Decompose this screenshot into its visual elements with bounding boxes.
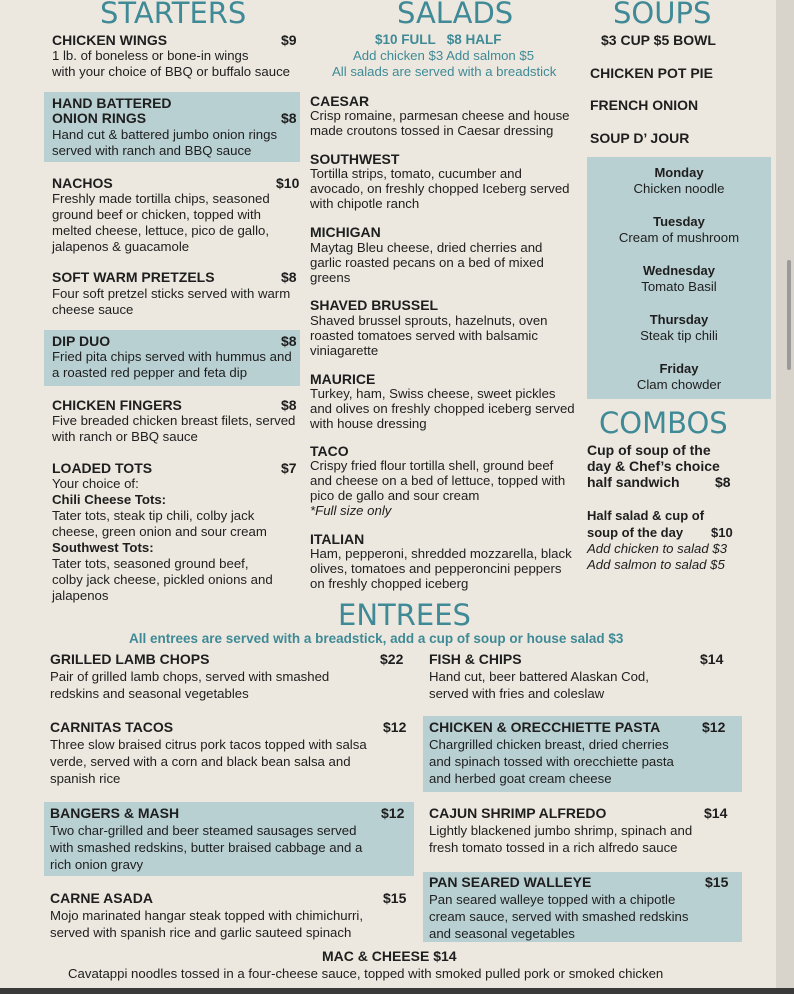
soup-of-day: Cream of mushroom — [618, 230, 740, 245]
salad-desc: Turkey, ham, Swiss cheese, sweet pickles — [310, 386, 556, 401]
soup-day: Thursday — [649, 312, 709, 327]
entree-desc: Pair of grilled lamb chops, served with smashed — [50, 669, 330, 684]
salad-addons: Add chicken $3 Add salmon $5 — [353, 48, 535, 63]
entree-desc: Pan seared walleye topped with a chipotle — [429, 892, 676, 907]
salad-name: SOUTHWEST — [310, 151, 400, 167]
scrollbar-thumb[interactable] — [787, 260, 791, 370]
entree-desc: and spinach tossed with orecchiette pasta — [429, 754, 674, 769]
salad-desc: pico de gallo and sour cream — [310, 488, 480, 503]
salad-desc: roasted tomatoes served with balsamic — [310, 328, 538, 343]
entree-name: GRILLED LAMB CHOPS — [50, 651, 210, 667]
entree-price: $14 — [704, 805, 728, 821]
starter-name: CHICKEN WINGS — [52, 32, 168, 48]
soup-day: Friday — [659, 361, 699, 376]
soups-title: SOUPS — [613, 0, 712, 30]
entree-name: BANGERS & MASH — [50, 805, 180, 821]
soup-day: Tuesday — [653, 214, 705, 229]
entree-name: CHICKEN & ORECCHIETTE PASTA — [429, 719, 661, 735]
salad-prices: $10 FULL $8 HALF — [375, 32, 502, 47]
entree-desc: Mojo marinated hangar steak topped with chimichurri, — [50, 908, 363, 923]
entree-desc: Three slow braised citrus pork tacos topped with salsa — [50, 737, 367, 752]
entree-desc: Lightly blackened jumbo shrimp, spinach and — [429, 823, 693, 838]
starter-desc: jalapenos — [52, 588, 109, 603]
soup-of-day: Clam chowder — [636, 377, 722, 392]
salad-name: CAESAR — [310, 93, 370, 109]
entree-desc: served with fries and coleslaw — [429, 686, 605, 701]
entree-desc: served with spanish rice and garlic sauteed spinach — [50, 925, 352, 940]
entree-desc: Hand cut, beer battered Alaskan Cod, — [429, 669, 649, 684]
combo-addon: Add salmon to salad $5 — [587, 557, 725, 572]
entree-price: $22 — [380, 651, 404, 667]
entree-desc: spanish rice — [50, 771, 121, 786]
entrees-title: ENTREES — [338, 598, 471, 632]
salad-name: TACO — [310, 443, 349, 459]
entree-desc: and herbed goat cream cheese — [429, 771, 612, 786]
starter-desc: Freshly made tortilla chips, seasoned — [52, 191, 270, 206]
entree-desc: with smashed redskins, butter braised cabbage and a — [50, 840, 363, 855]
starters-title: STARTERS — [100, 0, 247, 30]
salad-name: MAURICE — [310, 371, 376, 387]
entree-price: $15 — [383, 890, 407, 906]
bottom-edge — [0, 988, 794, 994]
salad-desc: Ham, pepperoni, shredded mozzarella, black — [310, 546, 572, 561]
entree-price: $12 — [702, 719, 726, 735]
starter-name: CHICKEN FINGERS — [52, 397, 182, 413]
starter-option: Chili Cheese Tots: — [52, 492, 167, 507]
salad-note: *Full size only — [310, 503, 392, 518]
starter-price: $10 — [276, 175, 300, 191]
starter-price: $7 — [281, 460, 297, 476]
entree-desc: and seasonal vegetables — [429, 926, 575, 941]
starter-desc: Your choice of: — [52, 476, 139, 491]
soup-of-day: Tomato Basil — [641, 279, 717, 294]
entree-desc: Chargrilled chicken breast, dried cherries — [429, 737, 669, 752]
soup-item: SOUP D’ JOUR — [590, 130, 690, 146]
salad-desc: with house dressing — [310, 416, 427, 431]
mac-cheese-desc: Cavatappi noodles tossed in a four-cheese sauce, topped with smoked pulled pork or smoked chicken — [68, 966, 664, 981]
starter-price: $8 — [281, 110, 297, 126]
entree-name: CARNITAS TACOS — [50, 719, 174, 735]
starter-desc: Tater tots, seasoned ground beef, — [52, 556, 249, 571]
soup-prices: $3 CUP $5 BOWL — [601, 32, 716, 48]
starter-name: LOADED TOTS — [52, 460, 153, 476]
entree-desc: fresh tomato tossed in a rich alfredo sauce — [429, 840, 678, 855]
salad-desc: on freshly chopped iceberg — [310, 576, 469, 591]
starter-name: ONION RINGS — [52, 110, 147, 126]
starter-desc: a roasted red pepper and feta dip — [52, 365, 248, 380]
starter-name: DIP DUO — [52, 333, 111, 349]
salad-desc: with chipotle ranch — [310, 196, 420, 211]
salad-name: ITALIAN — [310, 531, 365, 547]
soup-day: Monday — [654, 165, 704, 180]
entree-desc: cream sauce, served with smashed redskins — [429, 909, 689, 924]
soup-of-day: Chicken noodle — [633, 181, 725, 196]
combo-desc: soup of the day — [587, 525, 684, 540]
entree-name: FISH & CHIPS — [429, 651, 522, 667]
salad-desc: Crispy fried flour tortilla shell, ground beef — [310, 458, 554, 473]
starter-desc: jalapenos & guacamole — [52, 239, 190, 254]
starter-name: HAND BATTERED — [52, 95, 172, 111]
starter-desc: with your choice of BBQ or buffalo sauce — [52, 64, 290, 79]
salad-desc: avocado, on freshly chopped Iceberg served — [310, 181, 570, 196]
salad-desc: garlic roasted pecans on a bed of mixed — [310, 255, 544, 270]
starter-desc: Four soft pretzel sticks served with warm — [52, 286, 291, 301]
combo-desc: day & Chef’s choice — [587, 458, 720, 474]
salad-desc: Shaved brussel sprouts, hazelnuts, oven — [310, 313, 548, 328]
entrees-note: All entrees are served with a breadstick, add a cup of soup or house salad $3 — [129, 631, 624, 646]
starter-desc: cheese, green onion and sour cream — [52, 524, 267, 539]
entree-price: $15 — [705, 874, 729, 890]
starter-price: $8 — [281, 333, 297, 349]
salad-desc: Crisp romaine, parmesan cheese and house — [310, 108, 570, 123]
soup-item: CHICKEN POT PIE — [590, 65, 713, 81]
salad-desc: olives, tomatoes and pepperoncini peppers — [310, 561, 562, 576]
starter-desc: 1 lb. of boneless or bone-in wings — [52, 48, 249, 63]
salad-desc: and cheese on a bed of lettuce, topped with — [310, 473, 566, 488]
starter-desc: Hand cut & battered jumbo onion rings — [52, 127, 278, 142]
salad-desc: greens — [310, 270, 351, 285]
entree-price: $12 — [381, 805, 405, 821]
starter-price: $9 — [281, 32, 297, 48]
starter-price: $8 — [281, 397, 297, 413]
combos-title: COMBOS — [599, 406, 728, 440]
soup-of-day: Steak tip chili — [640, 328, 718, 343]
entree-desc: rich onion gravy — [50, 857, 144, 872]
entree-price: $12 — [383, 719, 407, 735]
soup-day: Wednesday — [642, 263, 715, 278]
entree-desc: redskins and seasonal vegetables — [50, 686, 249, 701]
combo-desc: half sandwich — [587, 474, 680, 490]
entree-name: CARNE ASADA — [50, 890, 153, 906]
combo-desc: Half salad & cup of — [587, 508, 705, 523]
salad-desc: viniagarette — [310, 343, 379, 358]
starter-desc: Five breaded chicken breast filets, served — [52, 413, 296, 428]
starter-name: NACHOS — [52, 175, 113, 191]
entree-name: PAN SEARED WALLEYE — [429, 874, 592, 890]
salad-desc: Maytag Bleu cheese, dried cherries and — [310, 240, 543, 255]
right-margin — [776, 0, 794, 994]
salad-desc: and olives on freshly chopped iceberg served — [310, 401, 575, 416]
starter-desc: colby jack cheese, pickled onions and — [52, 572, 273, 587]
soup-item: FRENCH ONION — [590, 97, 699, 113]
combo-desc: Cup of soup of the — [587, 442, 711, 458]
entree-name: CAJUN SHRIMP ALFREDO — [429, 805, 607, 821]
mac-cheese-title: MAC & CHEESE $14 — [322, 948, 457, 964]
entree-desc: Two char-grilled and beer steamed sausages served — [50, 823, 357, 838]
salad-name: SHAVED BRUSSEL — [310, 297, 439, 313]
starter-desc: cheese sauce — [52, 302, 134, 317]
entree-price: $14 — [700, 651, 724, 667]
combo-price: $10 — [711, 525, 733, 540]
starter-desc: served with ranch and BBQ sauce — [52, 143, 252, 158]
starter-price: $8 — [281, 269, 297, 285]
starter-desc: Fried pita chips served with hummus and — [52, 349, 292, 364]
starter-desc: Tater tots, steak tip chili, colby jack — [52, 508, 255, 523]
starter-desc: melted cheese, lettuce, pico de gallo, — [52, 223, 269, 238]
starter-desc: with ranch or BBQ sauce — [52, 429, 198, 444]
starter-option: Southwest Tots: — [52, 540, 154, 555]
salad-desc: Tortilla strips, tomato, cucumber and — [310, 166, 522, 181]
combo-price: $8 — [715, 474, 731, 490]
entree-desc: verde, served with a corn and black bean salsa and — [50, 754, 351, 769]
starter-name: SOFT WARM PRETZELS — [52, 269, 215, 285]
salad-note: All salads are served with a breadstick — [332, 64, 557, 79]
salads-title: SALADS — [397, 0, 514, 30]
combo-addon: Add chicken to salad $3 — [587, 541, 728, 556]
salad-desc: made croutons tossed in Caesar dressing — [310, 123, 554, 138]
starter-desc: ground beef or chicken, topped with — [52, 207, 261, 222]
salad-name: MICHIGAN — [310, 224, 381, 240]
